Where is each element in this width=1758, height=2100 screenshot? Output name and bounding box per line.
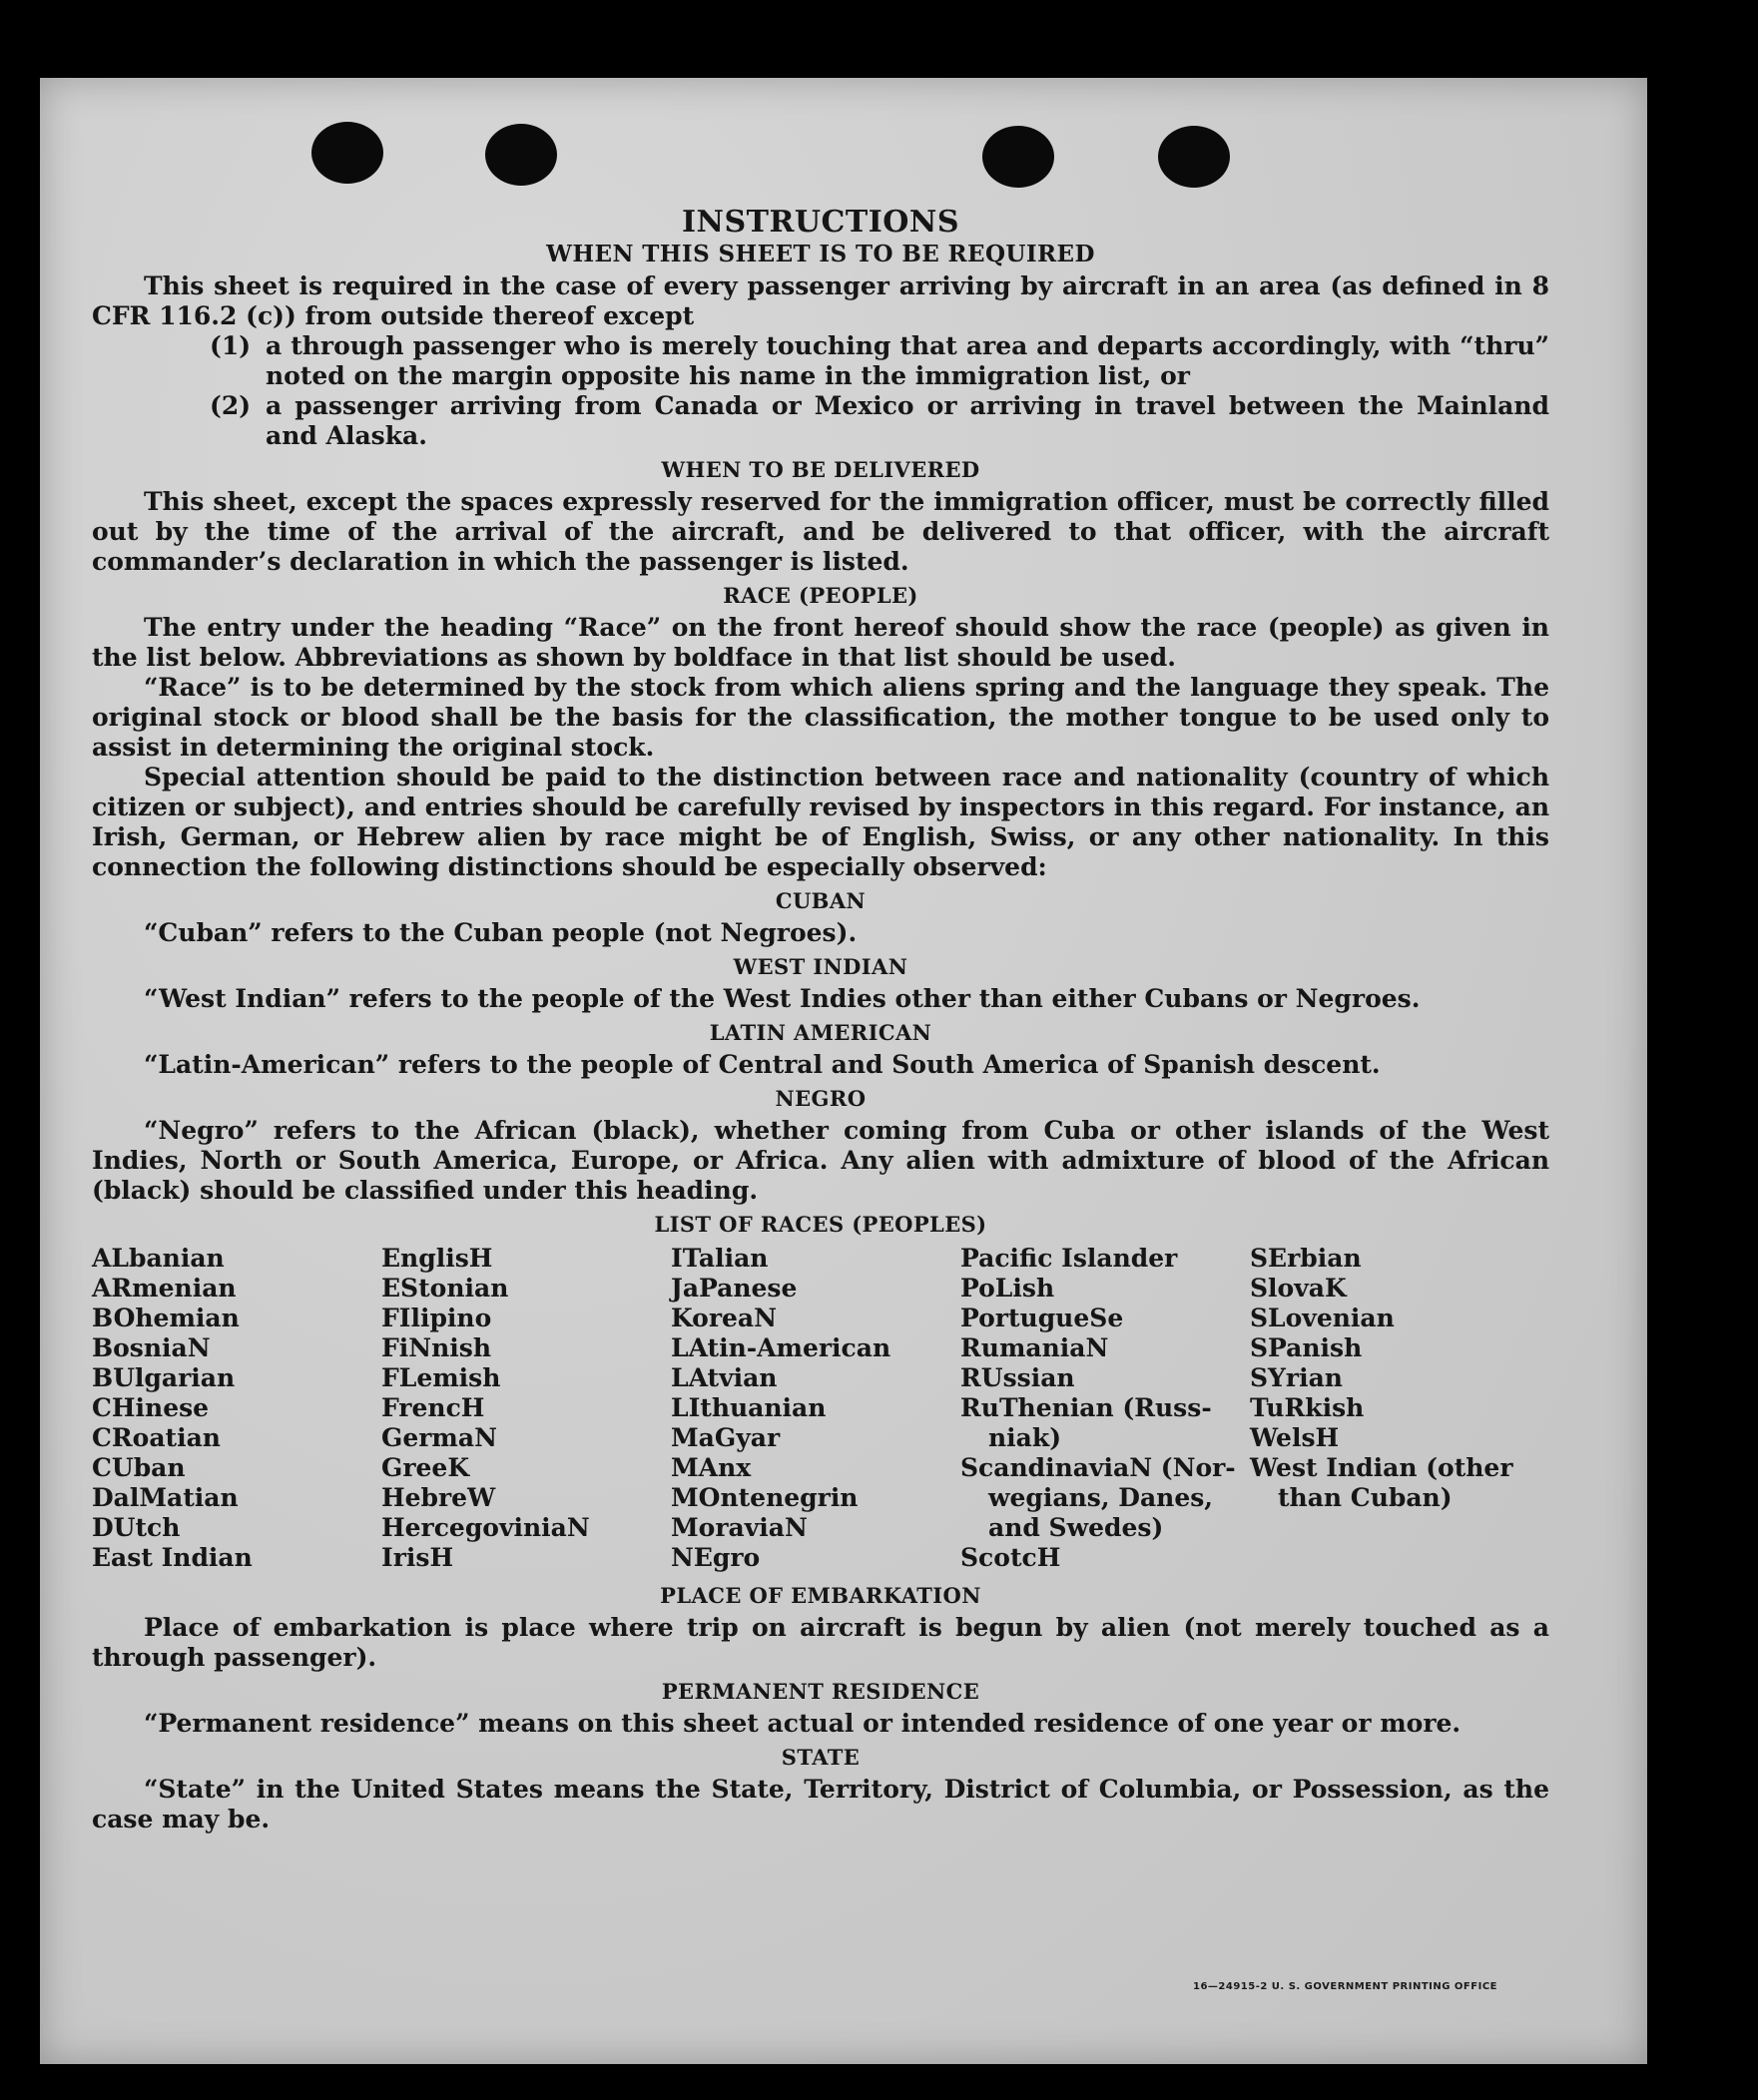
section-heading-residence: PERMANENT RESIDENCE (661, 1679, 980, 1704)
race-entry: ScandinaviaN (Nor- (960, 1453, 1236, 1482)
race-entry: SLovenian (1250, 1304, 1395, 1332)
race-paragraph-2: “Race” is to be determined by the stock from which aliens spring and the language they speak. The original stock or blood shall be the basis for the classification, the mother tongue to be used only to assist in determining the original stock. (92, 673, 1549, 762)
instructions-body (92, 205, 1549, 1835)
race-column (1250, 1244, 1549, 1573)
embarkation-text: Place of embarkation is place where trip on aircraft is begun by alien (not merely touched as a through passenger). (92, 1613, 1549, 1672)
race-entry: SPanish (1250, 1333, 1363, 1362)
section-heading-embarkation: PLACE OF EMBARKATION (660, 1583, 981, 1608)
race-entry-continuation: niak) (988, 1423, 1062, 1452)
race-entry: IrisH (381, 1543, 454, 1572)
section-heading-cuban: CUBAN (775, 888, 867, 913)
race-column (381, 1244, 671, 1573)
race-entry: FrencH (381, 1393, 485, 1422)
punch-hole (982, 126, 1054, 188)
section-heading-when-delivered: WHEN TO BE DELIVERED (661, 457, 980, 482)
race-entry: CUban (92, 1453, 186, 1482)
printing-office-footer: 16—24915-2 U. S. GOVERNMENT PRINTING OFFICE (1193, 1981, 1497, 1992)
race-entry: HebreW (381, 1483, 496, 1512)
document-sheet (40, 78, 1647, 2064)
punch-hole (311, 122, 383, 184)
race-entry: BosniaN (92, 1333, 211, 1362)
race-entry: BOhemian (92, 1304, 240, 1332)
race-entry: RumaniaN (960, 1333, 1109, 1362)
race-entry: SlovaK (1250, 1274, 1347, 1303)
race-entry: SErbian (1250, 1244, 1362, 1273)
race-entry: SYrian (1250, 1363, 1343, 1392)
race-entry: East Indian (92, 1543, 253, 1572)
race-entry: KoreaN (671, 1304, 777, 1332)
race-entry: ARmenian (92, 1274, 237, 1303)
exception-number: (1) (210, 331, 252, 360)
section-heading-west-indian: WEST INDIAN (733, 954, 908, 979)
race-entry: EnglisH (381, 1244, 493, 1273)
race-entry: HercegoviniaN (381, 1513, 590, 1542)
race-entry: MoraviaN (671, 1513, 808, 1542)
race-entry: FLemish (381, 1363, 501, 1392)
race-entry: FIlipino (381, 1304, 492, 1332)
race-entry: GreeK (381, 1453, 470, 1482)
race-column (960, 1244, 1250, 1573)
latin-american-text: “Latin-American” refers to the people of Central and South America of Spanish descent. (144, 1050, 1381, 1079)
state-text: “State” in the United States means the State, Territory, District of Columbia, or Possession, as the case may be. (92, 1775, 1549, 1834)
race-entry: BUlgarian (92, 1363, 236, 1392)
section-heading-latin-american: LATIN AMERICAN (709, 1020, 932, 1045)
section-heading-state: STATE (781, 1745, 861, 1770)
race-entry: FiNnish (381, 1333, 492, 1362)
race-entry: PoLish (960, 1274, 1055, 1303)
race-entry: MAnx (671, 1453, 752, 1482)
page-title: INSTRUCTIONS (682, 205, 959, 240)
race-entry: ScotcH (960, 1543, 1061, 1572)
exception-text: a passenger arriving from Canada or Mexico or arriving in travel between the Mainland and Alaska. (266, 391, 1549, 450)
race-entry: JaPanese (671, 1274, 798, 1303)
race-entry: NEgro (671, 1543, 761, 1572)
race-entry: LIthuanian (671, 1393, 827, 1422)
race-entry: LAtvian (671, 1363, 778, 1392)
race-list (92, 1244, 1549, 1573)
race-entry: RUssian (960, 1363, 1075, 1392)
west-indian-text: “West Indian” refers to the people of the West Indies other than either Cubans or Negroes. (144, 984, 1421, 1013)
race-entry: CHinese (92, 1393, 210, 1422)
race-entry: DalMatian (92, 1483, 239, 1512)
punch-hole (485, 124, 557, 186)
section-heading-negro: NEGRO (775, 1086, 867, 1111)
race-paragraph-3: Special attention should be paid to the distinction between race and nationality (country of which citizen or subject), and entries should be carefully revised by inspectors in this regard. For instance, an Irish, German, or Hebrew alien by race might be of English, Swiss, or any other nationality. In this connection the following distinctions should be especially observed: (92, 763, 1549, 881)
exception-number: (2) (210, 391, 252, 420)
race-entry: DUtch (92, 1513, 181, 1542)
race-column (671, 1244, 960, 1573)
when-required-intro: This sheet is required in the case of every passenger arriving by aircraft in an area (as defined in 8 CFR 116.2 (c)) from outside thereof except (92, 271, 1549, 330)
negro-text: “Negro” refers to the African (black), whether coming from Cuba or other islands of the West Indies, North or South America, Europe, or Africa. Any alien with admixture of blood of the African (black) should be classified under this heading. (92, 1116, 1549, 1205)
race-entry-continuation: than Cuban) (1278, 1483, 1453, 1512)
race-entry: RuThenian (Russ- (960, 1393, 1212, 1422)
race-entry: Pacific Islander (960, 1244, 1178, 1273)
exception-item (210, 331, 1549, 391)
punch-hole (1158, 126, 1230, 188)
race-entry: ALbanian (92, 1244, 225, 1273)
residence-text: “Permanent residence” means on this sheet actual or intended residence of one year or more. (144, 1709, 1462, 1738)
section-heading-when-required: WHEN THIS SHEET IS TO BE REQUIRED (546, 241, 1095, 267)
race-entry: LAtin-American (671, 1333, 891, 1362)
race-entry: GermaN (381, 1423, 497, 1452)
race-entry: TuRkish (1250, 1393, 1365, 1422)
race-entry: CRoatian (92, 1423, 221, 1452)
race-entry: PortugueSe (960, 1304, 1124, 1332)
race-entry: EStonian (381, 1274, 509, 1303)
race-entry: West Indian (other (1250, 1453, 1513, 1482)
race-entry: MaGyar (671, 1423, 781, 1452)
race-entry-continuation: wegians, Danes, (988, 1483, 1213, 1512)
exception-text: a through passenger who is merely touching that area and departs accordingly, with “thru” noted on the margin opposite his name in the immigration list, or (266, 331, 1549, 390)
race-paragraph-1: The entry under the heading “Race” on the front hereof should show the race (people) as given in the list below. Abbreviations as shown by boldface in that list should be used. (92, 613, 1549, 672)
race-entry-continuation: and Swedes) (988, 1513, 1164, 1542)
race-entry: ITalian (671, 1244, 769, 1273)
race-column (92, 1244, 381, 1573)
race-entry: MOntenegrin (671, 1483, 859, 1512)
section-heading-race: RACE (PEOPLE) (723, 583, 918, 608)
section-heading-list-of-races: LIST OF RACES (PEOPLES) (654, 1212, 987, 1237)
when-delivered-text: This sheet, except the spaces expressly reserved for the immigration officer, must be correctly filled out by the time of the arrival of the aircraft, and be delivered to that officer, with the aircraft commander’s declaration in which the passenger is listed. (92, 487, 1549, 576)
exception-item (210, 391, 1549, 451)
cuban-text: “Cuban” refers to the Cuban people (not Negroes). (144, 918, 858, 947)
race-entry: WelsH (1250, 1423, 1340, 1452)
